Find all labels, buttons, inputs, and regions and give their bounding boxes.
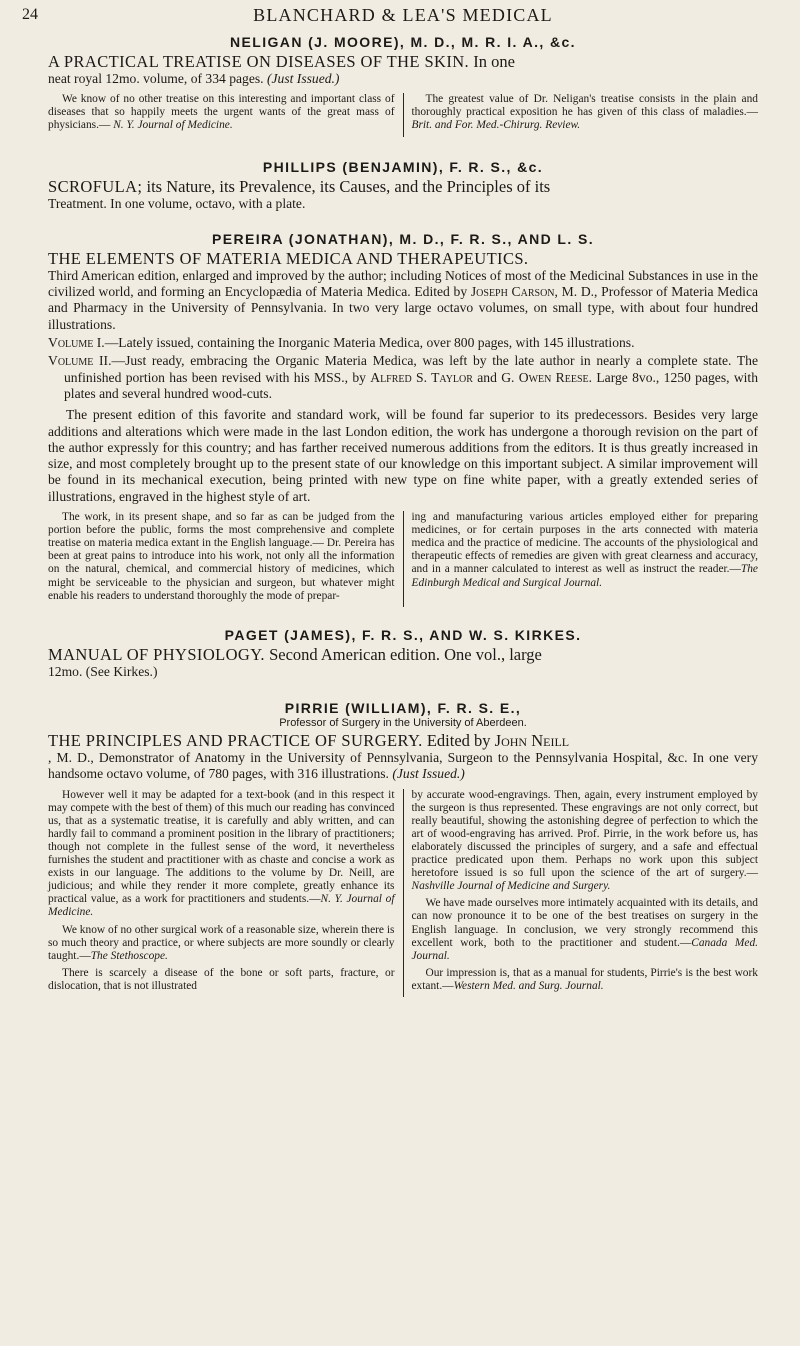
author-heading: PAGET (JAMES), F. R. S., AND W. S. KIRKES. (224, 626, 582, 643)
publication-status: (Just Issued.) (266, 71, 340, 86)
review-text: However well it may be adapted for a text-book (and in this respect it may compete with the best of them) of this much our reading has convinced us, that as a systematic treatise, it is carefully and ably written, and can hardly fail to command a prominent position in the library of practitioners; though not complete in the fullest sense of the word, it nevertheless furnishes the student and practitioner with as chaste and concise a work as exists in our language. The additions to the volume by Dr. Neill, are judicious; and while they render it more complete, greatly enhance its practical value, as a work for practitioners and students.— (48, 788, 395, 906)
edition-body: The present edition of this favorite and standard work, will be found far superior to its predecessors. Besides very large additions and alterations which were made in the last London edition, the work has undergone a thorough revision on the part of the author expressly for this country; and has farther received numerous additions from the editors. It is thus greatly increased in size, and most completely brought up to the present state of our knowledge on this important subject. A similar improvement will be found in its mechanical execution, being printed with new type on fine white paper, with a greatly extended series of illustrations, engraved in the highest style of art. (48, 407, 758, 504)
book-title-caps: THE ELEMENTS OF MATERIA MEDICA AND THERAPEUTICS. (48, 248, 529, 268)
entry-pirrie (48, 700, 758, 997)
volume-text: . Large 8vo., 1250 pages, with plates and several hundred wood-cuts. (64, 369, 759, 401)
book-title-rest: Second American edition. One vol., large (264, 644, 542, 664)
review-right (412, 511, 759, 607)
description-text: , M. D., Professor of Materia Medica and Pharmacy in the University of Pennsylvania. In two very large octavo volumes, on small type, with about four hundred illustrations. (48, 284, 759, 332)
review-columns (48, 511, 758, 607)
review-source: Western Med. and Surg. Journal. (453, 979, 604, 992)
review-right (412, 93, 759, 136)
volume-text: and G. (472, 369, 519, 385)
book-description: 12mo. (See Kirkes.) (48, 663, 158, 679)
review-source: Nashville Journal of Medicine and Surgery. (411, 880, 611, 893)
review-text: We have made ourselves more intimately acquainted with its details, and can now pronounce it to be one of the best treatises on surgery in the English language. In conclusion, we very strongly recommend this excellent work, both to the practitioner and student.— (411, 897, 758, 949)
editor-name: Alfred S. Taylor (370, 369, 473, 385)
entry-pereira (48, 231, 758, 607)
review-text: The greatest value of Dr. Neligan's treatise consists in the plain and thoroughly practical exposition he has given of this class of maladies.— (411, 93, 758, 119)
volume-one-note (48, 335, 758, 351)
description-text: neat royal 12mo. volume, of 334 pages. (48, 71, 264, 86)
volume-text: I.—Lately issued, containing the Inorganic Materia Medica, over 800 pages, with 145 illustrations. (93, 335, 635, 351)
review-right (412, 789, 759, 997)
catalog-page (22, 4, 759, 1005)
entry-paget-kirkes (48, 627, 758, 680)
running-title: BLANCHARD & LEA'S MEDICAL (253, 5, 553, 25)
page-number: 24 (22, 6, 38, 23)
book-title-caps: A PRACTICAL TREATISE ON DISEASES OF THE SKIN. (48, 52, 470, 71)
book-title (48, 731, 758, 750)
review-source: N. Y. Journal of Medicine. (113, 119, 233, 132)
entry-neligan (48, 34, 758, 137)
book-description (48, 268, 758, 333)
author-heading: PHILLIPS (BENJAMIN), F. R. S., &c. (262, 158, 544, 175)
publication-status: (Just Issued.) (392, 766, 465, 782)
book-description (48, 750, 758, 783)
running-header (22, 4, 758, 34)
book-title (48, 249, 758, 268)
review-columns (48, 789, 758, 997)
review-text: We know of no other treatise on this interesting and important class of diseases that so happily meets the urgent wants of the great mass of physicians.— (48, 93, 395, 132)
volume-two-note (48, 353, 758, 402)
volume-label: Volume (48, 335, 94, 351)
editor-name: Owen Reese (518, 369, 589, 385)
book-description: Treatment. In one volume, octavo, with a plate. (48, 195, 306, 211)
review-text: We know of no other surgical work of a reasonable size, wherein there is so much theory and practice, or where subjects are more soundly or clearly taught.— (48, 923, 395, 962)
review-columns (48, 93, 758, 136)
review-text: The work, in its present shape, and so far as can be judged from the portion before the public, forms the most comprehensive and complete treatise on materia medica extant in the English language.— Dr. Pereira has been at great pains to introduce into his work, not only all the information on the natural, chemical, and commercial history of medicines, which might be serviceable to the physician and surgeon, but whatever might enable his readers to understand thoroughly the mode of prepar- (48, 511, 395, 602)
book-title (48, 645, 758, 664)
author-heading: PIRRIE (WILLIAM), F. R. S. E., (284, 699, 522, 716)
editor-name: John Neill (494, 730, 570, 750)
review-left (48, 789, 404, 997)
review-source: Canada Med. Journal. (411, 936, 758, 962)
editor-name: Joseph Carson (470, 284, 555, 300)
volume-text: II.—Just ready, embracing the Organic Materia Medica, was left by the late author in nearly a complete state. The unfinished portion has been revised with his MSS., by (64, 353, 758, 385)
description-text: Third American edition, enlarged and improved by the author; including Notices of most of the Medicinal Substances in use in the civilized world, and forming an Encyclopædia of Materia Medica. Edited by (48, 267, 758, 300)
review-source: The Edinburgh Medical and Surgical Journal. (411, 563, 758, 589)
book-description (48, 71, 758, 87)
description-text: , M. D., Demonstrator of Anatomy in the University of Pennsylvania, Surgeon to the Pennsylvania Hospital, &c. In one very handsome octavo volume, of 780 pages, with 316 illustrations. (48, 749, 758, 782)
review-source: Brit. and For. Med.-Chirurg. Review. (411, 119, 581, 132)
review-text: ing and manufacturing various articles employed either for preparing medicines, or for certain purposes in the arts connected with materia medica and the practice of medicine. The accounts of the physiological and therapeutic effects of remedies are given with great clearness and accuracy, and in a manner calculated to interest as well as instruct the reader.— (411, 511, 758, 576)
book-title-caps: SCROFULA; (48, 176, 143, 196)
book-title-rest: Edited by (422, 730, 495, 750)
book-title-caps: MANUAL OF PHYSIOLOGY. (48, 644, 265, 664)
review-text: There is scarcely a disease of the bone or soft parts, fracture, or dislocation, that is not illustrated (48, 966, 395, 992)
book-title (48, 52, 758, 71)
volume-label: Volume (48, 353, 94, 369)
review-text: by accurate wood-engravings. Then, again, every instrument employed by the surgeon is thus represented. These engravings are not only correct, but really beautiful, showing the astonishing degree of perfection to which the art of wood-engraving has arrived. Prof. Pirrie, in the work before us, has elaborately discussed the principles of surgery, and a safe and effectual practice predicated upon them. Perhaps no work upon this subject heretofore issued is so full upon the science of the art of surgery.— (411, 788, 758, 880)
book-title-caps: THE PRINCIPLES AND PRACTICE OF SURGERY. (48, 730, 423, 750)
book-title (48, 177, 758, 196)
review-source: N. Y. Journal of Medicine. (48, 893, 395, 919)
author-heading: PEREIRA (JONATHAN), M. D., F. R. S., AND L. S. (211, 230, 594, 247)
author-heading: NELIGAN (J. MOORE), M. D., M. R. I. A., &c. (230, 34, 576, 50)
review-source: The Stethoscope. (90, 949, 168, 962)
author-subtitle: Professor of Surgery in the University of Aberdeen. (279, 716, 527, 729)
review-left (48, 93, 404, 136)
book-title-rest: In one (469, 52, 515, 71)
review-text: Our impression is, that as a manual for students, Pirrie's is the best work extant.— (411, 966, 758, 992)
entry-phillips (48, 159, 758, 212)
review-left (48, 511, 404, 607)
book-title-rest: its Nature, its Prevalence, its Causes, and the Principles of its (142, 176, 551, 196)
